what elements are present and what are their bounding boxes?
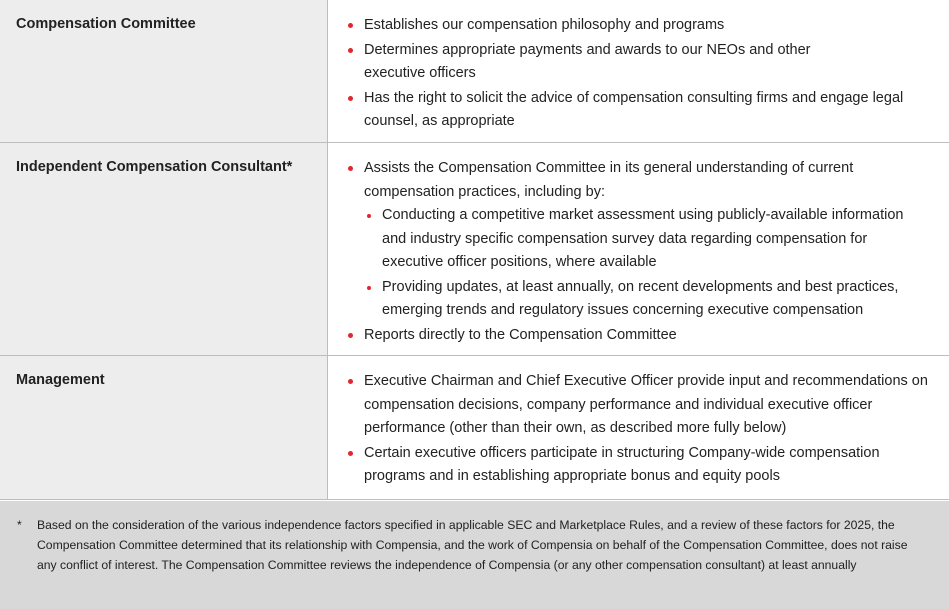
list-item — [364, 276, 929, 323]
sub-bullet-icon — [367, 286, 371, 290]
sub-duty-list — [364, 204, 929, 323]
role-cell — [0, 143, 328, 356]
role-title: Compensation Committee — [16, 16, 196, 32]
duty-text: Certain executive officers participate in structuring Company-wide compensation programs and in establishing appropriate bonus and equity pools — [364, 444, 880, 484]
list-item — [346, 87, 929, 134]
sub-bullet-icon — [367, 214, 371, 218]
table-row — [0, 143, 949, 356]
duty-text: Determines appropriate payments and awards to our NEOs and other executive officers — [364, 41, 811, 81]
role-title: Management — [16, 372, 105, 388]
bullet-icon — [348, 96, 353, 101]
duty-text: Establishes our compensation philosophy and programs — [364, 17, 725, 33]
table-row — [0, 356, 949, 500]
footnote — [0, 501, 949, 609]
sub-duty-text: Providing updates, at least annually, on recent developments and best practices, emerging trends and regulatory issues concerning executive compensation — [382, 278, 899, 318]
duty-list — [328, 143, 949, 347]
list-item — [346, 157, 929, 323]
bullet-icon — [348, 23, 353, 28]
list-item — [346, 39, 929, 86]
duties-cell — [328, 356, 949, 500]
duties-cell — [328, 0, 949, 143]
list-item — [346, 324, 929, 348]
footnote-text: Based on the consideration of the various independence factors specified in applicable SEC and Marketplace Rules, and a review of these factors for 2025, the Compensation Committee determined that its relationship with Compensia, and the work of Compensia on behalf of the Compensation Committee, does not raise any conflict of interest. The Compensation Committee reviews the independence of Compensia (or any other compensation consultant) at least annually — [37, 518, 908, 572]
bullet-icon — [348, 48, 353, 53]
duty-text: Executive Chairman and Chief Executive Officer provide input and recommendations on compensation decisions, company performance and individual executive officer performance (other than their own, as described more fully below) — [364, 373, 928, 436]
bullet-icon — [348, 379, 353, 384]
duties-cell — [328, 143, 949, 356]
bullet-icon — [348, 451, 353, 456]
list-item — [364, 204, 929, 275]
duty-text: Assists the Compensation Committee in its general understanding of current compensation practices, including by: — [364, 160, 854, 200]
duty-text: Reports directly to the Compensation Committee — [364, 326, 677, 343]
duty-list — [328, 0, 949, 134]
list-item — [346, 370, 929, 441]
list-item — [346, 442, 929, 489]
bullet-icon — [348, 333, 353, 338]
role-title: Independent Compensation Consultant* — [16, 159, 293, 175]
role-cell — [0, 0, 328, 143]
duty-list — [328, 356, 949, 489]
bullet-icon — [348, 166, 353, 171]
role-cell — [0, 356, 328, 500]
sub-duty-text: Conducting a competitive market assessment using publicly-available information and industry specific compensation survey data regarding compensation for executive officer positions, where available — [382, 207, 904, 270]
footnote-marker: * — [17, 518, 22, 532]
list-item — [346, 14, 929, 38]
table-row — [0, 0, 949, 143]
duty-text: Has the right to solicit the advice of compensation consulting firms and engage legal counsel, as appropriate — [364, 89, 904, 129]
